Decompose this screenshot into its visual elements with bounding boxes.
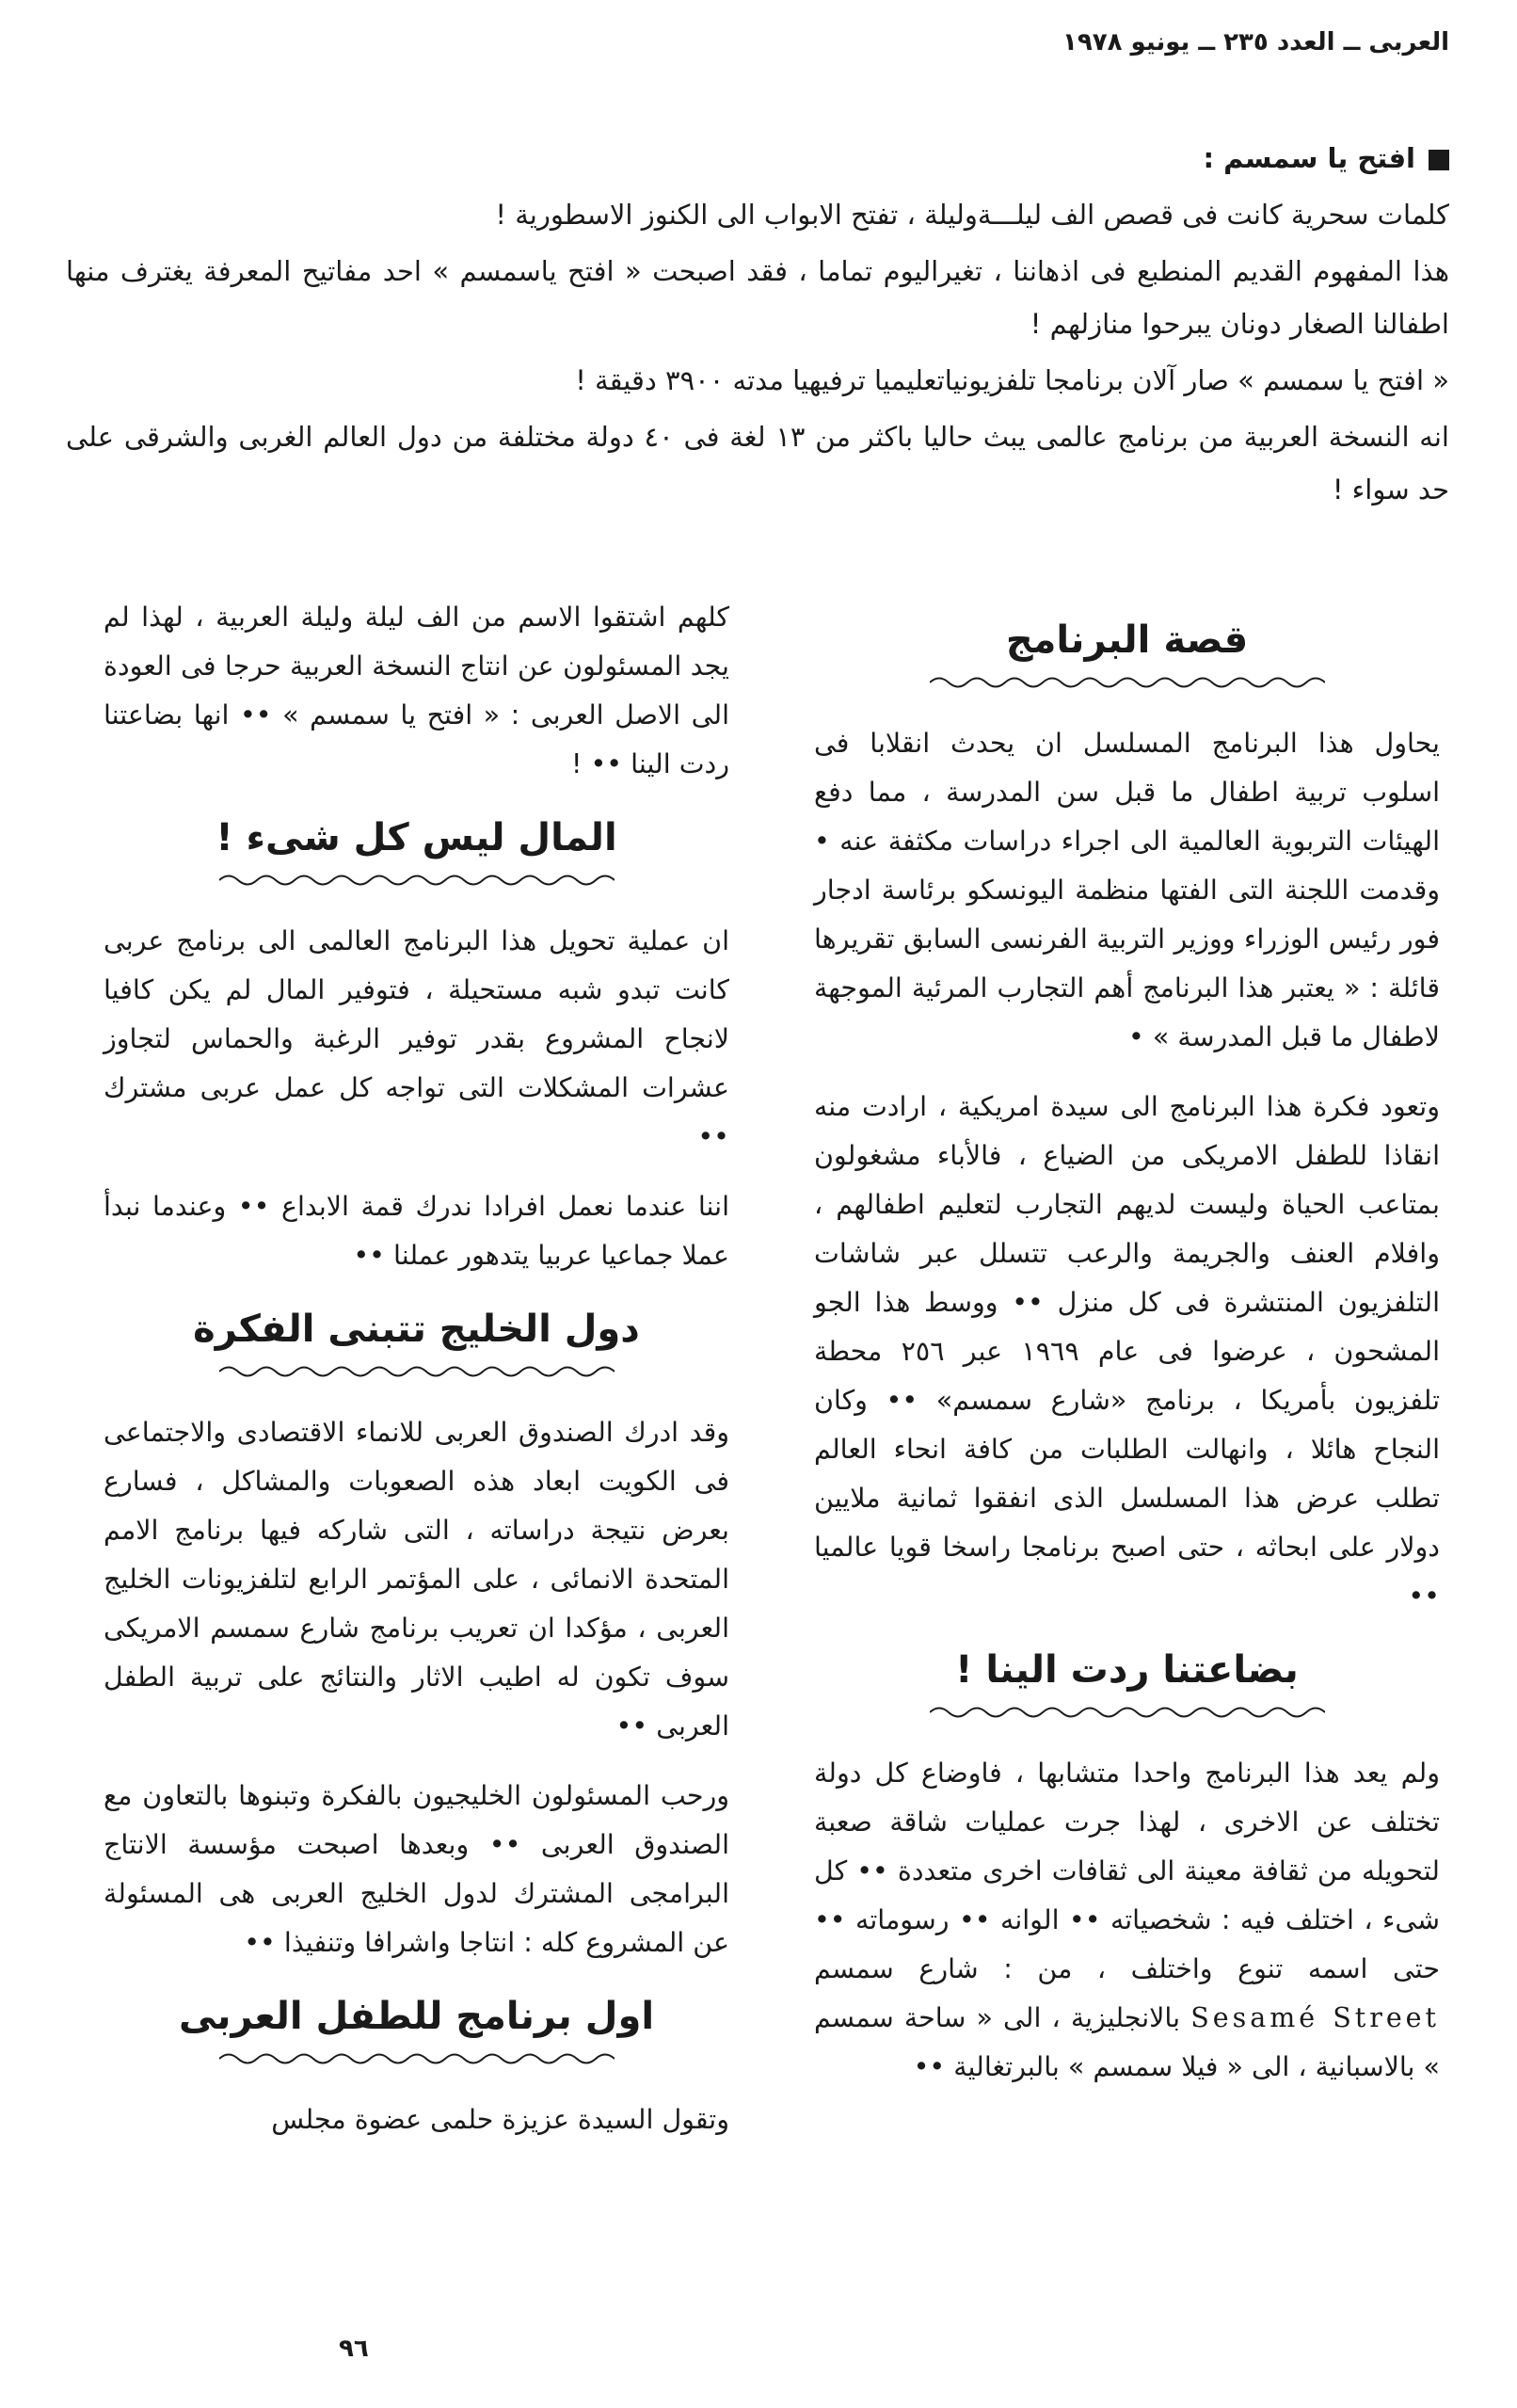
intro-paragraph-4: انه النسخة العربية من برنامج عالمى يبث حاليا باكثر من ١٣ لغة فى ٤٠ دولة مختلفة من دول العالم الغربى والشرقى على حد سواء !: [66, 421, 1449, 506]
section-title-goods-returned: بضاعتنا ردت الينا !: [955, 1648, 1299, 1692]
intro-block: [66, 132, 1449, 520]
intro-paragraph-1: كلمات سحرية كانت فى قصص الف ليلـــةوليلة ، تفتح الابواب الى الكنوز الاسطورية !: [495, 199, 1449, 231]
sesame-street-latin: Sesamé Street: [1190, 2002, 1441, 2033]
first-program-paragraph: وتقول السيدة عزيزة حلمى عضوة مجلس: [271, 2104, 729, 2135]
square-bullet-icon: [1429, 150, 1449, 170]
intro-lead: [66, 132, 1449, 185]
gulf-states-paragraph-1: وقد ادرك الصندوق العربى للانماء الاقتصادى والاجتماعى فى الكويت ابعاد هذه الصعوبات والمشاكل ، فسارع بعرض نتيجة دراساته ، التى شاركه فيها برنامج الامم المتحدة الانمائى ، على المؤتمر الرابع لتلفزيونات الخليج العربى ، مؤكدا ان تعريب برنامج شارع سمسم الامريكى سوف تكون له اطيب الاثار والنتائج على تربية الطفل العربى ••: [104, 1417, 729, 1742]
wavy-rule-icon: [219, 2050, 615, 2067]
section-title-program-story: قصة البرنامج: [1005, 618, 1249, 662]
right-column: [814, 593, 1440, 2112]
program-story-paragraph-1: يحاول هذا البرنامج المسلسل ان يحدث انقلابا فى اسلوب تربية اطفال ما قبل سن المدرسة ، مما دفع الهيئات التربوية العالمية الى اجراء دراسات مكثفة عنه • وقدمت اللجنة التى الفتها منظمة اليونسكو برئاسة ادجار فور رئيس الوزراء ووزير التربية الفرنسى السابق تقريرها قائلة : « يعتبر هذا البرنامج أهم التجارب المرئية الموجهة لاطفال ما قبل المدرسة » •: [814, 728, 1440, 1052]
wavy-rule-icon: [219, 1363, 615, 1380]
money-paragraph-2: اننا عندما نعمل افرادا ندرك قمة الابداع •• وعندما نبدأ عملا جماعيا عربيا يتدهور عملنا ••: [104, 1191, 729, 1271]
left-opening-paragraph: كلهم اشتقوا الاسم من الف ليلة وليلة العربية ، لهذا لم يجد المسئولون عن انتاج النسخة العربية حرجا فى العودة الى الاصل العربى : « افتح يا سمسم » •• انها بضاعتنا ردت الينا •• !: [104, 602, 729, 779]
left-column: [104, 593, 729, 2154]
money-paragraph-1: ان عملية تحويل هذا البرنامج العالمى الى برنامج عربى كانت تبدو شبه مستحيلة ، فتوفير المال لم يكن كافيا لانجاح المشروع بقدر توفير الرغبة والحماس لتجاوز عشرات المشكلات التى تواجه كل عمل عربى مشترك ••: [104, 925, 729, 1152]
section-title-gulf-states: دول الخليج تتبنى الفكرة: [193, 1308, 640, 1351]
wavy-rule-icon: [930, 674, 1325, 691]
wavy-rule-icon: [219, 872, 615, 889]
page-number: ٩٦: [339, 2335, 369, 2363]
intro-paragraph-2: هذا المفهوم القديم المنطبع فى اذهاننا ، تغيراليوم تماما ، فقد اصبحت « افتح ياسمسم » احد مفاتيح المعرفة يغترف منها اطفالنا الصغار دونان يبرحوا منازلهم !: [66, 255, 1449, 340]
goods-returned-paragraph: [814, 1749, 1440, 2092]
section-title-first-program: اول برنامج للطفل العربى: [178, 1995, 655, 2038]
intro-lead-text: افتح يا سمسم :: [1203, 142, 1415, 174]
program-story-paragraph-2: وتعود فكرة هذا البرنامج الى سيدة امريكية ، ارادت منه انقاذا للطفل الامريكى من الضياع ، فالأباء مشغولون بمتاعب الحياة وليست لديهم التجارب لتعليم اطفالهم ، وافلام العنف والجريمة والرعب تتسلل عبر شاشات التلفزيون المنتشرة فى كل منزل •• ووسط هذا الجو المشحون ، عرضوا فى عام ١٩٦٩ عبر ٢٥٦ محطة تلفزيون بأمريكا ، برنامج «شارع سمسم» •• وكان النجاح هائلا ، وانهالت الطلبات من كافة انحاء العالم تطلب عرض هذا المسلسل الذى انفقوا ثمانية ملايين دولار على ابحاثه ، حتى اصبح برنامجا راسخا قويا عالميا ••: [814, 1091, 1440, 1612]
gulf-states-paragraph-2: ورحب المسئولون الخليجيون بالفكرة وتبنوها بالتعاون مع الصندوق العربى •• وبعدها اصبحت مؤسسة الانتاج البرامجى المشترك لدول الخليج العربى هى المسئولة عن المشروع كله : انتاجا واشرافا وتنفيذا ••: [104, 1780, 729, 1958]
intro-paragraph-3: « افتح يا سمسم » صار آلان برنامجا تلفزيونياتعليميا ترفيهيا مدته ٣٩٠٠ دقيقة !: [575, 364, 1449, 396]
magazine-page: [66, 28, 1449, 2372]
goods-returned-text-b: بالانجليزية ، الى « ساحة سمسم » بالاسبانية ، الى « فيلا سمسم » بالبرتغالية ••: [814, 2002, 1440, 2082]
goods-returned-text-a: ولم يعد هذا البرنامج واحدا متشابها ، فاوضاع كل دولة تختلف عن الاخرى ، لهذا جرت عمليات شاقة صعبة لتحويله من ثقافة معينة الى ثقافات اخرى متعددة •• كل شىء ، اختلف فيه : شخصياته •• الوانه •• رسوماته •• حتى اسمه تنوع واختلف ، من : شارع سمسم: [814, 1758, 1440, 1984]
wavy-rule-icon: [930, 1704, 1325, 1721]
section-title-money: المال ليس كل شىء !: [216, 816, 617, 859]
running-header: العربى ــ العدد ٢٣٥ ــ يونيو ١٩٧٨: [1062, 28, 1449, 56]
